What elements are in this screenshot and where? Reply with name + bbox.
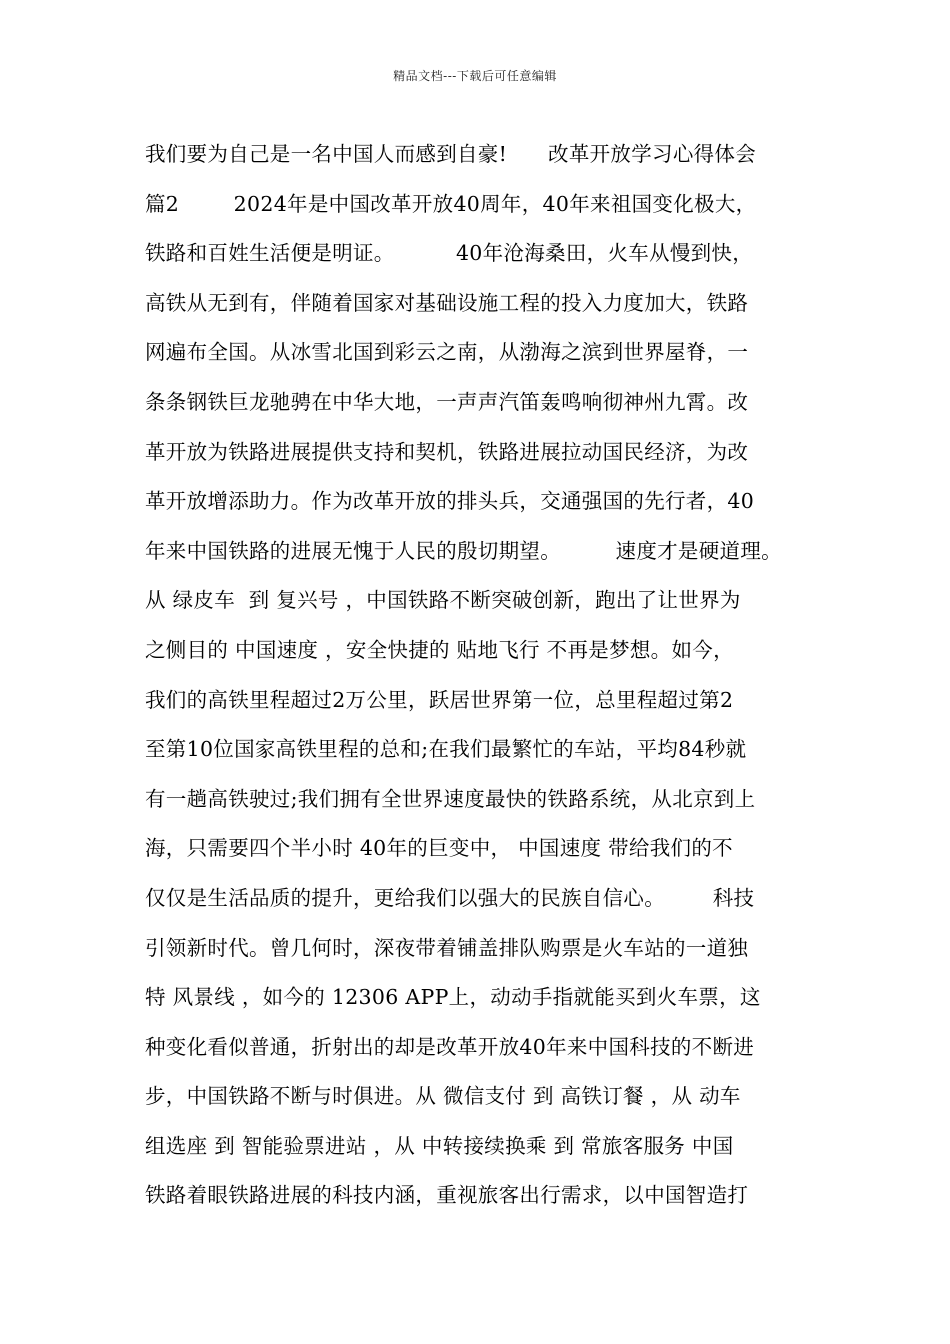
text-line: 我们的高铁里程超过2万公里，跃居世界第一位，总里程超过第2 xyxy=(145,687,734,712)
text-line: 海，只需要四个半小时 40年的巨变中， 中国速度 带给我们的不 xyxy=(145,836,733,861)
text-line: 铁路着眼铁路进展的科技内涵，重视旅客出行需求，以中国智造打 xyxy=(145,1183,749,1208)
text-line: 种变化看似普通，折射出的却是改革开放40年来中国科技的不断进 xyxy=(145,1034,755,1059)
text-line: 有一趟高铁驶过;我们拥有全世界速度最快的铁路系统，从北京到上 xyxy=(145,786,756,811)
text-line: 仅仅是生活品质的提升，更给我们以强大的民族自信心。 科技 xyxy=(145,885,755,910)
text-line: 组选座 到 智能验票进站 ，从 中转接续换乘 到 常旅客服务 中国 xyxy=(145,1133,734,1158)
text-line: 高铁从无到有，伴随着国家对基础设施工程的投入力度加大，铁路 xyxy=(145,290,749,315)
text-line: 铁路和百姓生活便是明证。 40年沧海桑田，火车从慢到快， xyxy=(145,241,754,266)
text-line: 引领新时代。曾几何时，深夜带着铺盖排队购票是火车站的一道独 xyxy=(145,935,749,960)
page-header: 精品文档---下载后可任意编辑 xyxy=(393,69,557,83)
text-line: 革开放增添助力。作为改革开放的排头兵，交通强国的先行者，40 xyxy=(145,489,755,514)
body-text xyxy=(145,130,815,1221)
text-line: 篇2 2024年是中国改革开放40周年，40年来祖国变化极大， xyxy=(145,191,757,216)
text-line: 我们要为自己是一名中国人而感到自豪! 改革开放学习心得体会 xyxy=(145,142,757,166)
text-line: 条条钢铁巨龙驰骋在中华大地，一声声汽笛轰鸣响彻神州九霄。改 xyxy=(145,389,749,414)
text-line: 步，中国铁路不断与时俱进。从 微信支付 到 高铁订餐 ，从 动车 xyxy=(145,1084,741,1109)
text-line: 之侧目的 中国速度 ，安全快捷的 贴地飞行 不再是梦想。如今， xyxy=(145,637,734,662)
text-line: 年来中国铁路的进展无愧于人民的殷切期望。 速度才是硬道理。 xyxy=(145,538,782,563)
text-line: 特 风景线 ，如今的 12306 APP上，动动手指就能买到火车票，这 xyxy=(145,985,761,1010)
text-line: 网遍布全国。从冰雪北国到彩云之南，从渤海之滨到世界屋脊，一 xyxy=(145,340,749,365)
text-line: 革开放为铁路进展提供支持和契机，铁路进展拉动国民经济，为改 xyxy=(145,439,749,464)
text-line: 至第10位国家高铁里程的总和;在我们最繁忙的车站，平均84秒就 xyxy=(145,737,747,762)
text-line: 从 绿皮车 到 复兴号 ，中国铁路不断突破创新，跑出了让世界为 xyxy=(145,588,741,613)
